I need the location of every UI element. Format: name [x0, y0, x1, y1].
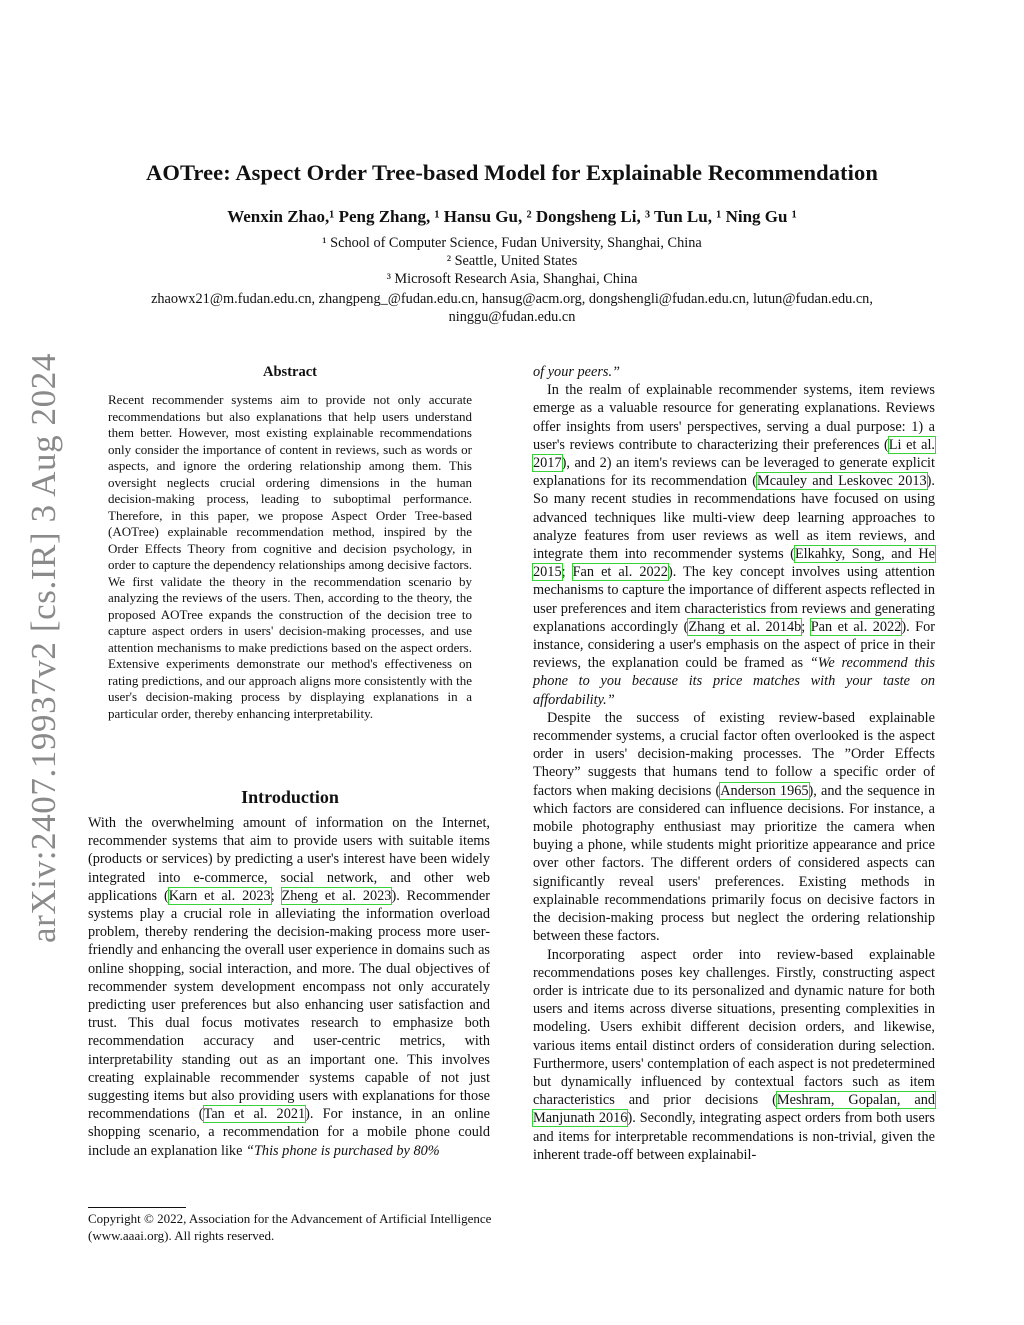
citation-link[interactable]: Anderson 1965: [720, 782, 809, 799]
citation-link[interactable]: Fan et al. 2022: [572, 564, 668, 581]
author-list: Wenxin Zhao,¹ Peng Zhang, ¹ Hansu Gu, ² Dongsheng Li, ³ Tun Lu, ¹ Ning Gu ¹: [227, 207, 797, 226]
citation-link[interactable]: Meshram, Gopalan, and Manjunath 2016: [533, 1092, 935, 1127]
footnote-rule: [88, 1207, 186, 1208]
introduction-heading: Introduction: [241, 787, 339, 807]
intro-paragraph-1: With the overwhelming amount of information on the Internet, recommender systems that aim to provide users with suitable items (products or services) by predicting a user's interest have been widely integrated into e-commerce, social network, and other web applications (Karn et al. 2023; Zheng et al. 2023). Recommender systems play a crucial role in alleviating the information overload problem, thereby rendering the decision-making process more user-friendly and enhancing the overall user experience in domains such as online shopping, social interaction, and more. The dual objectives of recommender system development encompass not only accurately predicting user preferences but also enhancing user satisfaction and trust. This dual focus motivates research to emphasize both recommendation accuracy and user-centric metrics, with interpretability standing out as an important one. This involves creating explainable recommender systems capable of not just suggesting items but also providing users with explanations for those recommendations (Tan et al. 2021). For instance, in an online shopping scenario, a recommendation for a mobile phone could include an explanation like “This phone is purchased by 80%: [88, 815, 491, 1159]
citation-link[interactable]: Pan et al. 2022: [810, 618, 902, 635]
citation-link[interactable]: Elkahky, Song, and He 2015: [533, 546, 936, 581]
affiliation-1: ¹ School of Computer Science, Fudan University, Shanghai, China: [322, 235, 702, 251]
citation-link[interactable]: Zhang et al. 2014b: [688, 618, 802, 635]
left-column: [88, 814, 490, 1160]
paragraph-challenges: Incorporating aspect order into review-based explainable recommendations poses key challenges. Firstly, constructing aspect order is intricate due to its personalized and dynamic nature for both users and items across diverse situations, presenting complexities in modeling. Users exhibit different decision orders, and likewise, various items entail distinct orders of consideration during selection. Furthermore, users' contemplation of each aspect is not predetermined but dynamically influenced by contextual factors such as item characteristics and prior decisions (Meshram, Gopalan, and Manjunath 2016). Secondly, integrating aspect orders from both users and items for interpretable recommendations is non-trivial, given the inherent trade-off between explainabil-: [533, 946, 935, 1163]
abstract-text: Recent recommender systems aim to provide not only accurate recommendations but also explanations that help users understand them better. However, most existing explainable recommendations only consider the importance of content in reviews, such as words or aspects, and ignore the ordering relationship among them. This oversight neglects crucial ordering dimensions in the human decision-making process, leading to suboptimal performance. Therefore, in this paper, we propose Aspect Order Tree-based (AOTree) explainable recommendation method, inspired by the Order Effects Theory from cognitive and decision psychology, in order to capture the dependency relationships among decisive factors. We first validate the theory in the recommendation scenario by analyzing the reviews of the users. Then, according to the theory, the proposed AOTree expands the construction of the decision tree to capture aspect orders in users' decision-making processes, and use attention mechanisms to make predictions based on the aspect orders. Extensive experiments demonstrate our method's effectiveness on rating predictions, and our approach aligns more consistently with the user's decision-making process by displaying explanations in a particular order, thereby enhancing interpretability.: [108, 392, 472, 721]
citation-link[interactable]: Zheng et al. 2023: [281, 887, 392, 904]
author-emails: zhaowx21@m.fudan.edu.cn, zhangpeng_@fudan.edu.cn, hansug@acm.org, dongshengli@fudan.edu.cn, lutun@fudan.edu.cn, ninggu@fudan.edu.cn: [151, 291, 873, 325]
affiliation-2: ² Seattle, United States: [446, 253, 578, 269]
arxiv-stamp: arXiv:2407.19937v2 [cs.IR] 3 Aug 2024: [24, 353, 63, 943]
citation-link[interactable]: Mcauley and Leskovec 2013: [757, 473, 927, 490]
citation-link[interactable]: Li et al. 2017: [533, 436, 935, 472]
example-quote: “We recommend this phone to you because its price matches with your taste on affordability.”: [533, 655, 935, 708]
paragraph-order-effects: Despite the success of existing review-based explainable recommender systems, a crucial factor often overlooked is the aspect order in users' decision-making processes. The ”Order Effects Theory” suggests that humans tend to follow a specific order of factors when making decisions (Anderson 1965), and the sequence in which factors are considered can influence decisions. For instance, a mobile photography enthusiast may prioritize the camera when buying a phone, while students might prioritize appearance and price over other factors. The different orders of considered aspects can significantly reveal users' preferences. Existing methods in explainable recommendations primarily focus on decisive factors in the decision-making process but neglect the ordering relationship between these factors.: [533, 709, 935, 945]
affiliation-3: ³ Microsoft Research Asia, Shanghai, China: [386, 271, 638, 287]
abstract-heading: Abstract: [263, 364, 317, 380]
citation-link[interactable]: Tan et al. 2021: [203, 1106, 306, 1123]
right-column: [533, 363, 935, 1164]
example-quote: “This phone is purchased by 80%: [246, 1142, 440, 1159]
copyright-notice: Copyright © 2022, Association for the Advancement of Artificial Intelligence (www.aaai.org). All rights reserved.: [88, 1211, 492, 1243]
citation-link[interactable]: Karn et al. 2023: [168, 887, 271, 904]
paper-title: AOTree: Aspect Order Tree-based Model for Explainable Recommendation: [146, 160, 878, 185]
quote-continuation: of your peers.”: [533, 364, 620, 380]
paragraph-reviews: In the realm of explainable recommender systems, item reviews emerge as a valuable resource for generating explanations. Reviews offer insights from users' perspectives, serving a dual purpose: 1) a user's reviews contribute to characterizing their preferences (Li et al. 2017), and 2) an item's reviews can be leveraged to generate explicit explanations for its recommendation (Mcauley and Leskovec 2013). So many recent studies in recommendations have focused on using advanced techniques like multi-view deep learning approaches to analyze features from user reviews as well as item reviews, and integrate them into recommender systems (Elkahky, Song, and He 2015; Fan et al. 2022). The key concept involves using attention mechanisms to capture the importance of different aspects reflected in user preferences and item characteristics from reviews and generating explanations accordingly (Zhang et al. 2014b; Pan et al. 2022). For instance, considering a user's emphasis on the aspect of price in their reviews, the explanation could be framed as “We recommend this phone to you because its price matches with your taste on affordability.”: [533, 382, 936, 708]
